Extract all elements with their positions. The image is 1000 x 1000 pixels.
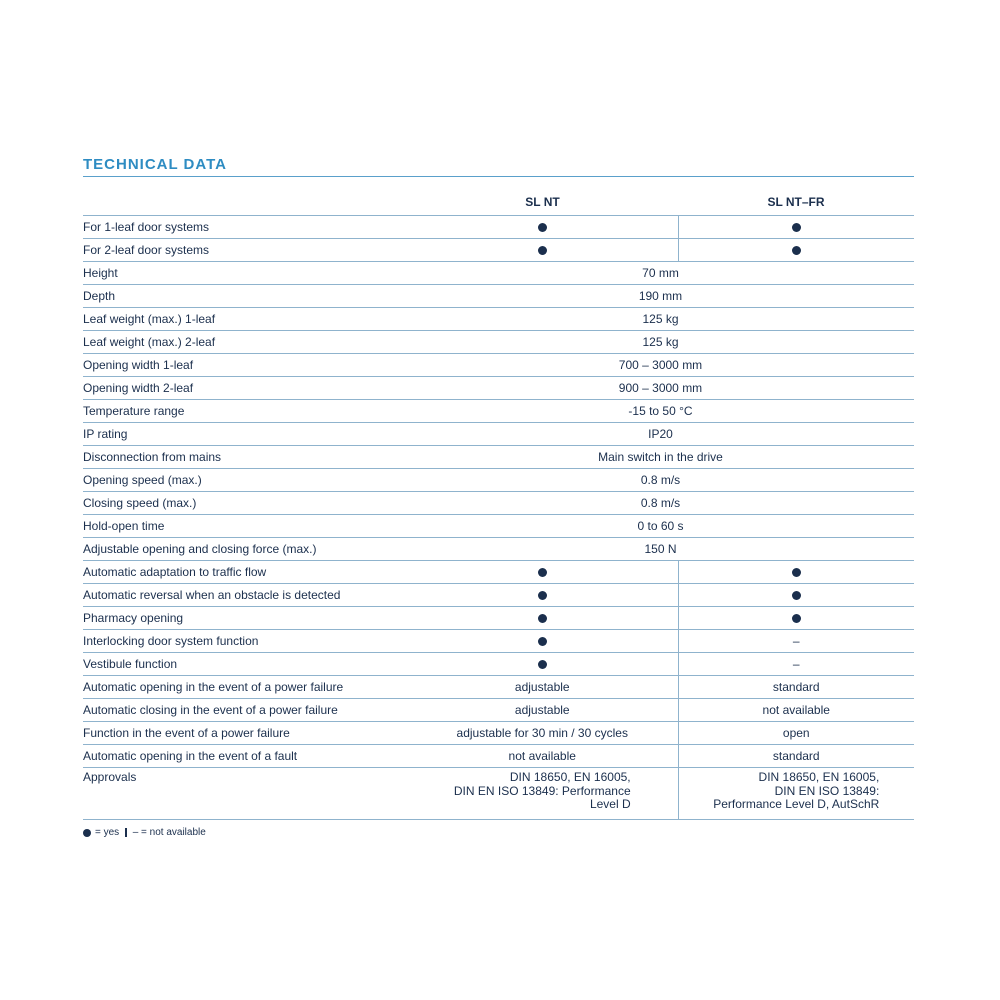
row-value-shared: 0 to 60 s xyxy=(407,515,914,538)
row-value: not available xyxy=(678,699,914,722)
table-row xyxy=(83,538,914,561)
table-row xyxy=(83,285,914,308)
row-value-shared: Main switch in the drive xyxy=(407,446,914,469)
legend-yes-text: = yes xyxy=(95,827,120,838)
table-row xyxy=(83,722,914,745)
table-row xyxy=(83,216,914,239)
bullet-dot-icon xyxy=(538,246,547,255)
column-header-sl-nt-fr: SL NT–FR xyxy=(678,189,914,216)
bullet-dot-icon xyxy=(538,660,547,669)
bullet-dot-icon xyxy=(792,568,801,577)
availability-dot-icon xyxy=(678,584,914,607)
row-value-shared: 125 kg xyxy=(407,308,914,331)
row-label: Hold-open time xyxy=(83,515,407,538)
availability-dot-icon xyxy=(678,607,914,630)
availability-dot-icon xyxy=(407,630,678,653)
row-label: For 2-leaf door systems xyxy=(83,239,407,262)
approval-text xyxy=(713,771,879,812)
bullet-dot-icon xyxy=(792,223,801,232)
approval-line: Level D xyxy=(589,797,631,811)
technical-data-sheet xyxy=(83,150,914,838)
row-value-shared: 125 kg xyxy=(407,331,914,354)
row-value: not available xyxy=(407,745,678,768)
table-header-row xyxy=(83,189,914,216)
row-label: IP rating xyxy=(83,423,407,446)
row-value-shared: -15 to 50 °C xyxy=(407,400,914,423)
row-value: – xyxy=(678,630,914,653)
row-value: adjustable for 30 min / 30 cycles xyxy=(407,722,678,745)
row-label: Pharmacy opening xyxy=(83,607,407,630)
legend xyxy=(83,827,914,838)
row-label: Temperature range xyxy=(83,400,407,423)
table-row xyxy=(83,239,914,262)
row-label: Adjustable opening and closing force (max.) xyxy=(83,538,407,561)
row-label: Opening width 2-leaf xyxy=(83,377,407,400)
row-label: Opening speed (max.) xyxy=(83,469,407,492)
row-value-shared: 900 – 3000 mm xyxy=(407,377,914,400)
row-value: – xyxy=(678,653,914,676)
legend-dot-icon xyxy=(83,829,91,837)
row-label: Opening width 1-leaf xyxy=(83,354,407,377)
row-value-shared: 150 N xyxy=(407,538,914,561)
row-label: Closing speed (max.) xyxy=(83,492,407,515)
technical-data-table xyxy=(83,189,914,820)
row-label: Leaf weight (max.) 1-leaf xyxy=(83,308,407,331)
bullet-dot-icon xyxy=(792,591,801,600)
availability-dot-icon xyxy=(678,239,914,262)
row-label: For 1-leaf door systems xyxy=(83,216,407,239)
approval-line: Performance Level D, AutSchR xyxy=(713,797,880,811)
row-label: Vestibule function xyxy=(83,653,407,676)
row-value-shared: 700 – 3000 mm xyxy=(407,354,914,377)
approval-cell xyxy=(678,768,914,820)
row-label: Depth xyxy=(83,285,407,308)
availability-dot-icon xyxy=(678,561,914,584)
table-row xyxy=(83,354,914,377)
table-row xyxy=(83,331,914,354)
bullet-dot-icon xyxy=(538,223,547,232)
header-label-spacer xyxy=(83,189,407,216)
table-row xyxy=(83,630,914,653)
table-row xyxy=(83,561,914,584)
table-row xyxy=(83,400,914,423)
table-row xyxy=(83,653,914,676)
row-value: standard xyxy=(678,745,914,768)
legend-na-text: – = not available xyxy=(132,827,206,838)
row-label: Height xyxy=(83,262,407,285)
availability-dot-icon xyxy=(407,216,678,239)
bullet-dot-icon xyxy=(792,246,801,255)
table-row xyxy=(83,515,914,538)
table-row xyxy=(83,584,914,607)
availability-dot-icon xyxy=(407,607,678,630)
table-row xyxy=(83,423,914,446)
row-label: Approvals xyxy=(83,768,407,820)
row-value: adjustable xyxy=(407,699,678,722)
row-value: adjustable xyxy=(407,676,678,699)
table-row xyxy=(83,492,914,515)
table-row xyxy=(83,446,914,469)
row-value-shared: 190 mm xyxy=(407,285,914,308)
bullet-dot-icon xyxy=(792,614,801,623)
row-value-shared: 0.8 m/s xyxy=(407,469,914,492)
availability-dot-icon xyxy=(407,561,678,584)
legend-divider xyxy=(125,828,127,837)
row-label: Function in the event of a power failure xyxy=(83,722,407,745)
approval-cell xyxy=(407,768,678,820)
row-label: Interlocking door system function xyxy=(83,630,407,653)
row-label: Automatic closing in the event of a power failure xyxy=(83,699,407,722)
availability-dot-icon xyxy=(407,653,678,676)
table-row xyxy=(83,745,914,768)
availability-dot-icon xyxy=(678,216,914,239)
row-label: Automatic adaptation to traffic flow xyxy=(83,561,407,584)
approval-line: DIN 18650, EN 16005, xyxy=(758,770,880,784)
section-heading: TECHNICAL DATA xyxy=(83,150,914,177)
row-label: Leaf weight (max.) 2-leaf xyxy=(83,331,407,354)
table-row xyxy=(83,699,914,722)
row-label: Disconnection from mains xyxy=(83,446,407,469)
row-value-shared: 70 mm xyxy=(407,262,914,285)
bullet-dot-icon xyxy=(538,591,547,600)
table-row xyxy=(83,607,914,630)
availability-dot-icon xyxy=(407,584,678,607)
row-value: standard xyxy=(678,676,914,699)
row-value-shared: 0.8 m/s xyxy=(407,492,914,515)
bullet-dot-icon xyxy=(538,568,547,577)
row-value: open xyxy=(678,722,914,745)
approval-line: DIN EN ISO 13849: xyxy=(774,783,880,798)
approval-line: DIN 18650, EN 16005, xyxy=(509,770,631,784)
row-label: Automatic opening in the event of a power failure xyxy=(83,676,407,699)
bullet-dot-icon xyxy=(538,614,547,623)
approval-text xyxy=(454,771,631,812)
table-body xyxy=(83,216,914,820)
table-row xyxy=(83,262,914,285)
table-row xyxy=(83,308,914,331)
column-header-sl-nt: SL NT xyxy=(407,189,678,216)
table-row xyxy=(83,768,914,820)
row-label: Automatic opening in the event of a fault xyxy=(83,745,407,768)
row-label: Automatic reversal when an obstacle is detected xyxy=(83,584,407,607)
bullet-dot-icon xyxy=(538,637,547,646)
table-row xyxy=(83,377,914,400)
availability-dot-icon xyxy=(407,239,678,262)
row-value-shared: IP20 xyxy=(407,423,914,446)
table-row xyxy=(83,676,914,699)
approval-line: DIN EN ISO 13849: Performance xyxy=(453,783,631,798)
table-row xyxy=(83,469,914,492)
